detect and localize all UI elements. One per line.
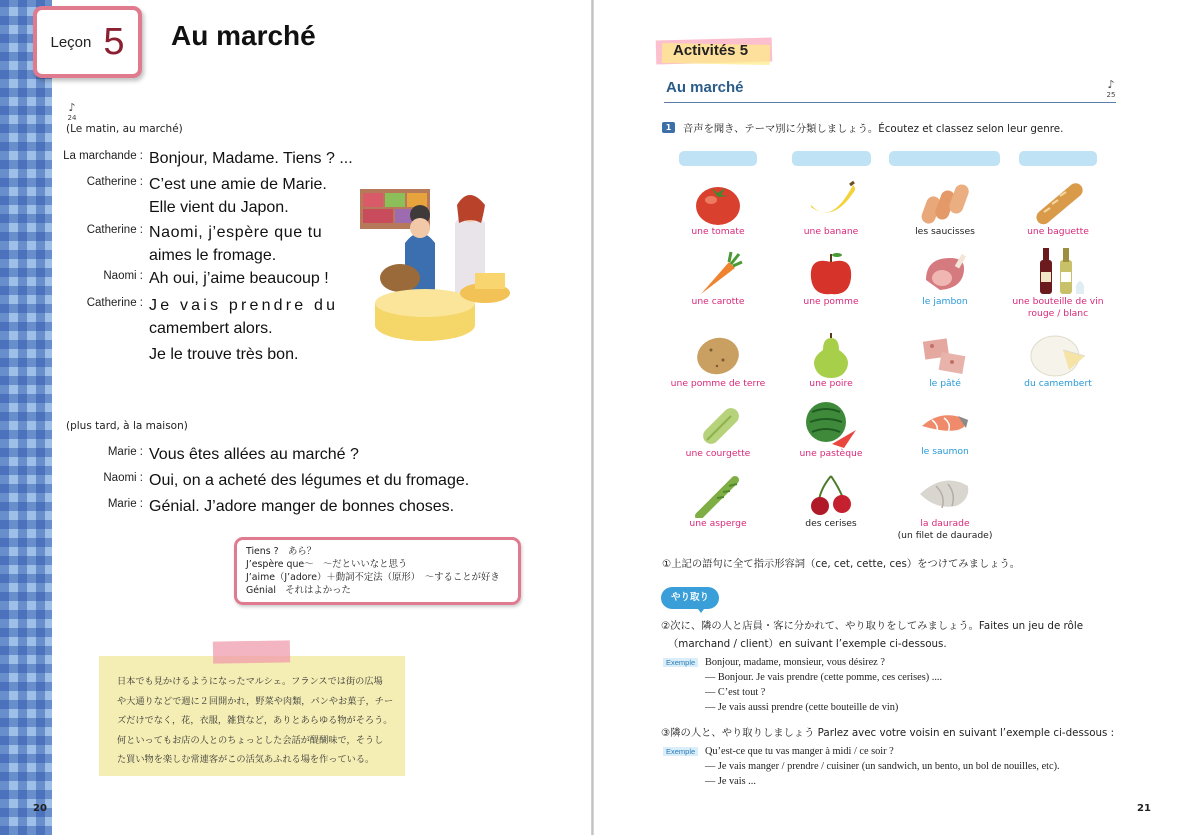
food-item: une pastèque	[791, 400, 871, 460]
food-item: une asperge	[678, 472, 758, 530]
food-item: du camembert	[1015, 326, 1101, 390]
food-item: une banane	[791, 180, 871, 238]
wine-bottles-icon	[1030, 246, 1086, 296]
sausages-icon	[920, 180, 970, 226]
camembert-icon	[1029, 326, 1087, 378]
page-number: 21	[1137, 803, 1151, 814]
pate-icon	[920, 332, 970, 378]
carrot-icon	[693, 250, 743, 296]
fish-fillet-icon	[916, 472, 974, 518]
food-item: une tomate	[678, 180, 758, 238]
food-item: une courgette	[678, 402, 758, 460]
lesson-word: Leçon	[50, 33, 92, 51]
tape-decoration	[213, 640, 290, 663]
lesson-title: Au marché	[171, 20, 316, 51]
vocab-item: J’espère que～ ～だといいなと思う	[246, 559, 408, 570]
example-line: Qu’est-ce que tu vas manger à midi / ce soir ?	[705, 746, 894, 757]
dialogue-line: Naomi : Ah oui, j’aime beaucoup !	[103, 270, 329, 287]
example-line: — Je vais ...	[705, 776, 756, 787]
food-item: une baguette	[1015, 180, 1101, 238]
salmon-icon	[918, 406, 972, 446]
question-number-badge: 1	[662, 122, 675, 133]
banana-icon	[806, 180, 856, 226]
food-item: le jambon	[890, 250, 1000, 308]
ham-icon	[920, 250, 970, 296]
category-blank[interactable]	[889, 151, 1000, 166]
dialogue-line: La marchande : Bonjour, Madame. Tiens ? ...	[63, 150, 353, 167]
baguette-icon	[1030, 180, 1086, 226]
audio-track-marker[interactable]: ♪ 24	[65, 103, 79, 123]
food-item: le pâté	[890, 332, 1000, 390]
yaritori-badge: やり取り	[661, 587, 719, 609]
dialogue-line: Catherine : Naomi, j’espère que tu aimes le fromage.	[86, 224, 323, 264]
apple-icon	[806, 250, 856, 296]
potato-icon	[693, 332, 743, 378]
vocab-item: Tiens ? あら？	[246, 546, 317, 557]
category-blank[interactable]	[1019, 151, 1097, 166]
food-item: une bouteille de vin rouge / blanc	[1008, 246, 1108, 320]
scene-heading: (plus tard, à la maison)	[66, 420, 188, 432]
tomato-icon	[693, 180, 743, 226]
food-item: une pomme de terre	[668, 332, 768, 390]
lesson-badge	[33, 6, 142, 78]
category-blank[interactable]	[792, 151, 871, 166]
section-title: Au marché	[666, 79, 744, 96]
music-note-icon: ♪	[1107, 78, 1115, 91]
question-1	[662, 120, 1063, 135]
culture-note: 日本でも見かけるようになったマルシェ。フランスでは街の広場 や大通りなどで週に２回開かれ，野菜や肉類，パンやお菓子，チー ズだけでなく，花，衣服，雑貨など，ありとあらゆる物がそろう。 何といってもお店の人とのちょっとした会話が醍醐味で，そうし た買い物を楽しむ常連客がこの活気あふれる場を作っている。	[99, 656, 405, 776]
dialogue-line: Catherine : Je vais prendre du camembert alors. Je le trouve très bon.	[86, 297, 339, 363]
food-item: une pomme	[791, 250, 871, 308]
food-item: le saumon	[890, 406, 1000, 458]
pear-icon	[806, 332, 856, 378]
dialogue-line: Catherine : C’est une amie de Marie. Elle vient du Japon.	[86, 176, 327, 216]
example-line: — Je vais aussi prendre (cette bouteille de vin)	[705, 702, 899, 713]
instruction-1: ①上記の語句に全て指示形容詞（ce, cet, cette, ces）をつけてみましょう。	[662, 558, 1021, 570]
market-scene-illustration	[355, 183, 525, 343]
vocab-item: Génial それはよかった	[246, 585, 351, 596]
scene-heading: (Le matin, au marché)	[66, 123, 183, 135]
question-text: 音声を聞き、テーマ別に分類しましょう。Écoutez et classez selon leur genre.	[683, 123, 1064, 135]
watermelon-icon	[804, 400, 858, 448]
gingham-border	[0, 0, 52, 835]
example-tag: Exemple	[663, 747, 698, 756]
food-item: des cerises	[791, 472, 871, 530]
audio-track-marker[interactable]: ♪ 25	[1104, 80, 1118, 100]
instruction-3: ③隣の人と、やり取りしましょう Parlez avec votre voisin en suivant l’exemple ci-dessous :	[661, 727, 1115, 739]
food-item: la daurade (un filet de daurade)	[890, 472, 1000, 542]
dialogue-line: Naomi : Oui, on a acheté des légumes et du fromage.	[103, 472, 470, 489]
vocabulary-box	[234, 537, 521, 605]
music-note-icon: ♪	[68, 101, 76, 114]
example-line: — Bonjour. Je vais prendre (cette pomme, ces cerises) ....	[705, 672, 943, 683]
cherries-icon	[806, 472, 856, 518]
example-line: — Je vais manger / prendre / cuisiner (un sandwich, un bento, un bol de nouilles, etc).	[705, 761, 1060, 772]
example-line: Bonjour, madame, monsieur, vous désirez ?	[705, 657, 885, 668]
food-item: les saucisses	[890, 180, 1000, 238]
activity-label: Activités 5	[673, 42, 749, 59]
speech-bubble-tail	[695, 605, 707, 613]
vocab-item: J’aime（J’adore）＋動詞不定法（原形） ～することが好き	[246, 572, 500, 583]
page-number: 20	[33, 803, 47, 814]
dialogue-line: Marie : Vous êtes allées au marché ?	[107, 446, 359, 463]
example-tag: Exemple	[663, 658, 698, 667]
food-item: une carotte	[678, 250, 758, 308]
lesson-number: 5	[103, 20, 125, 63]
instruction-2: ②次に、隣の人と店員・客に分かれて、やり取りをしてみましょう。Faites un jeu de rôle	[661, 620, 1084, 632]
food-item: une poire	[791, 332, 871, 390]
example-line: — C’est tout ?	[705, 687, 766, 698]
courgette-icon	[693, 402, 743, 448]
asparagus-icon	[693, 472, 743, 518]
instruction-2b: （marchand / client）en suivant l’exemple ci-dessous.	[668, 638, 947, 650]
dialogue-line: Marie : Génial. J’adore manger de bonnes choses.	[107, 498, 455, 515]
section-rule	[664, 102, 1116, 103]
category-blank[interactable]	[679, 151, 757, 166]
